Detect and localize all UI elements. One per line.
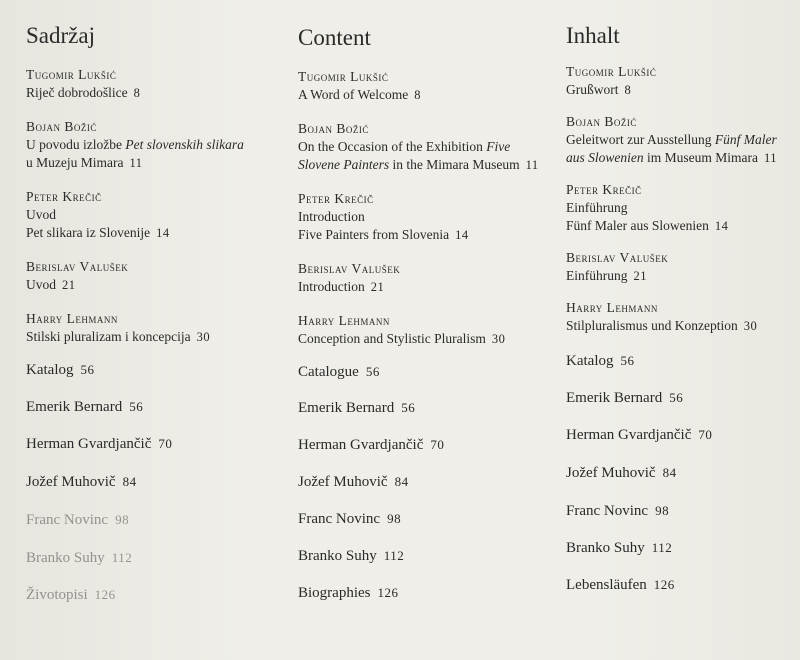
toc-entry xyxy=(26,66,286,102)
entry-title: in the Mimara Museum xyxy=(389,157,520,172)
catalogue-title: Biographies xyxy=(298,585,371,601)
catalogue-title: Katalog xyxy=(26,362,74,378)
entry-author: Tugomir Lukšić xyxy=(26,67,117,82)
catalogue-entry xyxy=(566,501,796,521)
entry-line xyxy=(298,86,556,104)
catalogue-title: Emerik Bernard xyxy=(298,400,395,416)
entry-title: u Muzeju Mimara xyxy=(26,155,124,170)
catalogue-entry xyxy=(26,360,286,380)
catalogue-title: Branko Suhy xyxy=(298,548,377,564)
entry-title: On the Occasion of the Exhibition xyxy=(298,139,487,154)
entry-line xyxy=(566,317,796,335)
entry-line xyxy=(566,267,796,285)
page-number: 14 xyxy=(714,219,729,233)
toc-entry xyxy=(566,249,796,285)
page-number: 14 xyxy=(156,226,170,240)
entry-line xyxy=(26,136,286,154)
entry-title-italic: Slovene Painters xyxy=(298,157,390,172)
page-number: 30 xyxy=(196,330,211,344)
catalogue-title: Branko Suhy xyxy=(26,550,105,566)
entry-title-italic: Fünf Maler xyxy=(714,132,777,147)
catalogue-title: Jožef Muhovič xyxy=(298,474,388,490)
catalogue-title: Branko Suhy xyxy=(566,540,645,556)
catalogue-title: Herman Gvardjančič xyxy=(566,427,692,443)
catalogue-title: Jožef Muhovič xyxy=(26,474,116,490)
page-number: 112 xyxy=(111,550,133,565)
entry-author: Tugomir Lukšić xyxy=(566,64,657,79)
entry-line xyxy=(26,276,286,294)
page-number: 11 xyxy=(129,156,143,170)
catalogue-entry xyxy=(298,509,556,529)
toc-entry xyxy=(298,260,556,296)
page-number: 126 xyxy=(653,577,675,592)
catalogue-entry xyxy=(26,585,286,605)
catalogue-entry xyxy=(566,388,796,408)
page-number: 98 xyxy=(387,511,402,526)
entry-title: Geleitwort zur Ausstellung xyxy=(566,132,715,147)
page-number: 21 xyxy=(62,278,76,292)
entry-author: Berislav Valušek xyxy=(566,250,669,265)
catalogue-title: Herman Gvardjančič xyxy=(298,437,424,453)
entry-line xyxy=(566,199,796,217)
entry-author: Berislav Valušek xyxy=(298,261,401,276)
entry-line xyxy=(298,138,556,156)
entry-title: Grußwort xyxy=(566,82,619,97)
entry-title-italic: Pet slovenskih slikara xyxy=(125,137,244,152)
entry-line xyxy=(298,330,556,348)
page-number: 8 xyxy=(133,86,141,100)
entry-title: im Museum Mimara xyxy=(643,150,758,165)
catalogue-entry xyxy=(26,510,286,530)
page-number: 84 xyxy=(394,474,409,489)
entry-line xyxy=(566,217,796,235)
page-number: 112 xyxy=(651,540,673,555)
page-number: 56 xyxy=(365,364,380,379)
catalogue-title: Životopisi xyxy=(26,587,88,603)
entry-author: Peter Krečič xyxy=(566,182,642,197)
catalogue-entry xyxy=(566,425,796,445)
page-number: 98 xyxy=(115,512,130,527)
entry-line xyxy=(298,156,556,174)
page-number: 56 xyxy=(129,399,144,414)
entry-author: Bojan Božić xyxy=(26,119,97,134)
catalogue-title: Franc Novinc xyxy=(26,512,109,528)
page-number: 126 xyxy=(377,585,399,600)
column-title: Sadržaj xyxy=(26,23,95,48)
page-number: 98 xyxy=(655,503,670,518)
toc-entry xyxy=(566,299,796,335)
toc-entry xyxy=(26,258,286,294)
catalogue-title: Katalog xyxy=(566,353,614,369)
entry-author: Berislav Valušek xyxy=(26,259,129,274)
entry-title-italic: aus Slowenien xyxy=(566,150,644,165)
entry-line xyxy=(298,208,556,226)
entry-author: Bojan Božić xyxy=(566,114,637,129)
page-number: 21 xyxy=(633,269,647,283)
page-number: 11 xyxy=(525,158,539,172)
entry-line xyxy=(26,224,286,242)
entry-line xyxy=(26,84,286,102)
entry-line xyxy=(26,328,286,346)
entry-title: U povodu izložbe xyxy=(26,137,126,152)
page-number: 14 xyxy=(455,228,469,242)
entry-line xyxy=(566,131,796,149)
catalogue-title: Lebensläufen xyxy=(566,577,647,593)
entry-line xyxy=(566,81,796,99)
catalogue-title: Catalogue xyxy=(298,364,359,380)
entry-author: Tugomir Lukšić xyxy=(298,69,389,84)
contents-column-german xyxy=(566,22,796,595)
catalogue-entry xyxy=(298,583,556,603)
page-number: 70 xyxy=(698,427,713,442)
catalogue-entry xyxy=(26,548,286,568)
toc-entry xyxy=(566,181,796,235)
page-number: 84 xyxy=(122,474,137,489)
entry-author: Bojan Božić xyxy=(298,121,369,136)
entry-author: Harry Lehmann xyxy=(566,300,658,315)
entry-title: Stilpluralismus und Konzeption xyxy=(566,318,738,333)
entry-line xyxy=(566,149,796,167)
page-number: 70 xyxy=(158,436,173,451)
page-number: 8 xyxy=(624,83,632,97)
entry-title: Einführung xyxy=(566,268,628,283)
entry-title: Einführung xyxy=(566,200,628,215)
entry-title: Uvod xyxy=(26,207,56,222)
entry-title: Riječ dobrodošlice xyxy=(26,85,128,100)
catalogue-entry xyxy=(566,575,796,595)
entry-author: Harry Lehmann xyxy=(26,311,118,326)
catalogue-entry xyxy=(566,463,796,483)
toc-entry xyxy=(26,118,286,172)
toc-entry xyxy=(566,63,796,99)
catalogue-title: Jožef Muhovič xyxy=(566,465,656,481)
page-number: 126 xyxy=(94,587,116,602)
page-number: 112 xyxy=(383,548,405,563)
entry-author: Harry Lehmann xyxy=(298,313,390,328)
toc-entry xyxy=(566,113,796,167)
page-number: 56 xyxy=(669,390,684,405)
toc-entry xyxy=(298,68,556,104)
page-number: 56 xyxy=(620,353,635,368)
toc-entry xyxy=(298,120,556,174)
entry-line xyxy=(26,154,286,172)
entry-title: Five Painters from Slovenia xyxy=(298,227,450,242)
entry-title: Fünf Maler aus Slowenien xyxy=(566,218,709,233)
page-number: 8 xyxy=(414,88,421,102)
toc-entry xyxy=(298,312,556,348)
catalogue-entry xyxy=(298,435,556,455)
toc-entry xyxy=(26,310,286,346)
contents-column-croatian xyxy=(26,22,286,605)
page-number: 21 xyxy=(370,280,385,294)
page-number: 56 xyxy=(80,362,95,377)
toc-entry xyxy=(298,190,556,244)
page-number: 56 xyxy=(401,400,416,415)
catalogue-entry xyxy=(566,351,796,371)
toc-entry xyxy=(26,188,286,242)
entry-title: Introduction xyxy=(298,209,365,224)
page-number: 84 xyxy=(662,465,677,480)
page-number: 11 xyxy=(764,151,778,165)
catalogue-title: Emerik Bernard xyxy=(26,399,123,415)
catalogue-entry xyxy=(298,398,556,418)
entry-title: Pet slikara iz Slovenije xyxy=(26,225,151,240)
catalogue-entry xyxy=(566,538,796,558)
column-title: Content xyxy=(298,25,371,50)
entry-title-italic: Five xyxy=(486,139,511,154)
entry-author: Peter Krečič xyxy=(298,191,374,206)
catalogue-entry xyxy=(26,472,286,492)
entry-title: Stilski pluralizam i koncepcija xyxy=(26,329,191,344)
catalogue-title: Franc Novinc xyxy=(566,503,649,519)
catalogue-title: Emerik Bernard xyxy=(566,390,663,406)
entry-line xyxy=(26,206,286,224)
entry-title: Uvod xyxy=(26,277,56,292)
entry-title: A Word of Welcome xyxy=(298,87,409,102)
entry-line xyxy=(298,278,556,296)
entry-title: Conception and Stylistic Pluralism xyxy=(298,331,486,346)
catalogue-entry xyxy=(298,472,556,492)
catalogue-title: Franc Novinc xyxy=(298,511,381,527)
page-number: 30 xyxy=(491,332,506,346)
catalogue-entry xyxy=(26,397,286,417)
entry-title: Introduction xyxy=(298,279,365,294)
catalogue-entry xyxy=(26,434,286,454)
catalogue-entry xyxy=(298,546,556,566)
catalogue-title: Herman Gvardjančič xyxy=(26,436,152,452)
page-number: 30 xyxy=(743,319,758,333)
column-title: Inhalt xyxy=(566,23,620,48)
entry-author: Peter Krečič xyxy=(26,189,102,204)
catalogue-entry xyxy=(298,362,556,382)
contents-column-english xyxy=(298,22,556,603)
entry-line xyxy=(298,226,556,244)
page-number: 70 xyxy=(430,437,445,452)
